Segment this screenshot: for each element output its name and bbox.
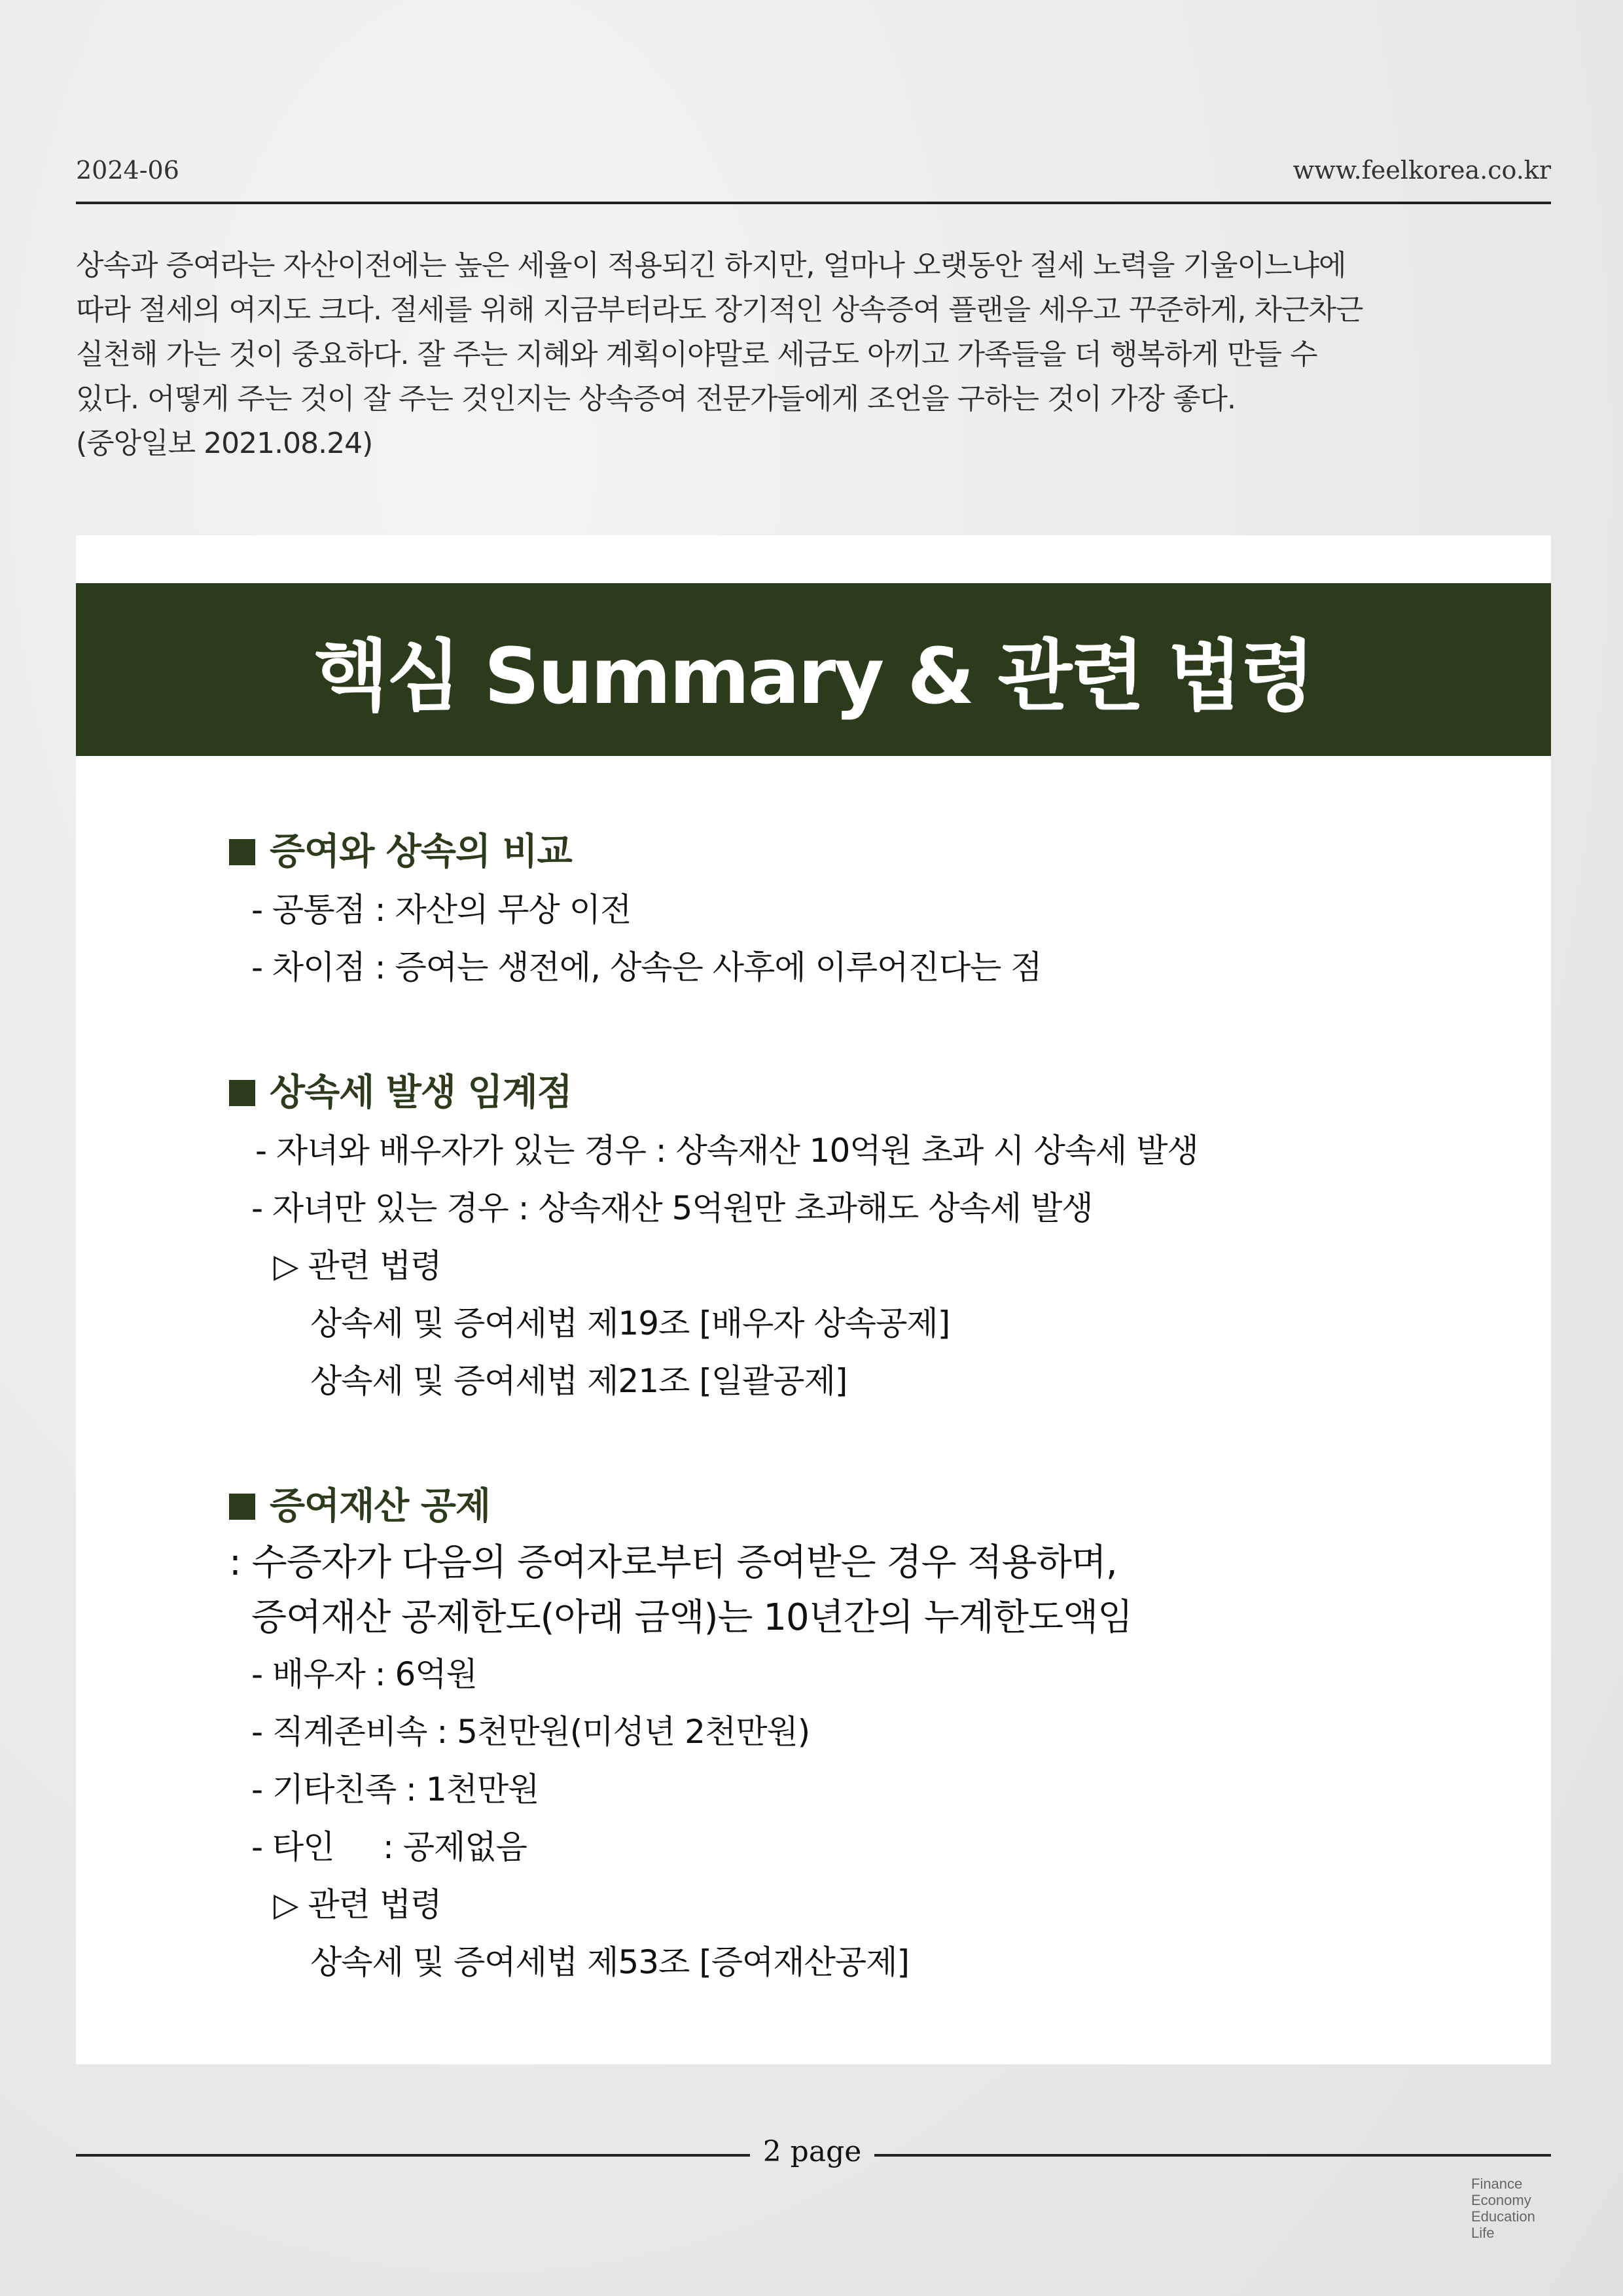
- brand-line: Economy: [1471, 2192, 1531, 2208]
- intro-line: 실천해 가는 것이 중요하다. 잘 주는 지혜와 계획이야말로 세금도 아끼고 가족들을 더 행복하게 만들 수: [76, 338, 1317, 371]
- spacer: [229, 996, 1472, 1064]
- square-bullet-icon: [229, 1494, 255, 1520]
- brand-line: Finance: [1471, 2176, 1523, 2192]
- section-title-deduction: [229, 1478, 1472, 1535]
- footer-divider-left: [76, 2154, 750, 2157]
- section-title-compare: [229, 823, 1472, 881]
- compare-item: - 공통점 : 자산의 무상 이전: [251, 891, 632, 929]
- deduction-item: - 타인 : 공제없음: [251, 1828, 527, 1866]
- law-heading: ▷ 관련 법령: [274, 1247, 442, 1285]
- threshold-item: - 자녀와 배우자가 있는 경우 : 상속재산 10억원 초과 시 상속세 발생: [255, 1132, 1198, 1170]
- spacer: [229, 1410, 1472, 1478]
- section-title-text: 증여와 상속의 비교: [270, 831, 572, 873]
- deduction-item: - 직계존비속 : 5천만원(미성년 2천만원): [251, 1713, 810, 1751]
- deduction-item: - 기타친족 : 1천만원: [251, 1770, 539, 1808]
- brand-line: Education: [1471, 2208, 1535, 2225]
- threshold-item: - 자녀만 있는 경우 : 상속재산 5억원만 초과해도 상속세 발생: [251, 1189, 1093, 1227]
- intro-source: (중앙일보 2021.08.24): [76, 427, 373, 460]
- deduction-desc: 증여재산 공제한도(아래 금액)는 10년간의 누계한도액임: [251, 1596, 1133, 1639]
- section-title-threshold: [229, 1064, 1472, 1122]
- summary-banner: [76, 583, 1551, 756]
- intro-paragraph: [76, 243, 1561, 466]
- intro-line: 따라 절세의 여지도 크다. 절세를 위해 지금부터라도 장기적인 상속증여 플랜을 세우고 꾸준하게, 차근차근: [76, 293, 1363, 327]
- square-bullet-icon: [229, 839, 255, 865]
- law-heading: ▷ 관련 법령: [274, 1886, 442, 1924]
- deduction-desc: : 수증자가 다음의 증여자로부터 증여받은 경우 적용하며,: [229, 1541, 1117, 1584]
- site-url: www.feelkorea.co.kr: [1293, 156, 1551, 185]
- law-item: 상속세 및 증여세법 제53조 [증여재산공제]: [310, 1943, 910, 1981]
- page-header: [76, 152, 1551, 204]
- square-bullet-icon: [229, 1080, 255, 1106]
- intro-line: 있다. 어떻게 주는 것이 잘 주는 것인지는 상속증여 전문가들에게 조언을 구하는 것이 가장 좋다.: [76, 382, 1236, 416]
- page-number: 2 page: [762, 2135, 862, 2168]
- section-title-text: 상속세 발생 임계점: [270, 1071, 572, 1114]
- brand-mark: [1471, 2176, 1535, 2241]
- intro-line: 상속과 증여라는 자산이전에는 높은 세율이 적용되긴 하지만, 얼마나 오랫동안 절세 노력을 기울이느냐에: [76, 249, 1346, 282]
- issue-date: 2024-06: [76, 156, 179, 185]
- compare-item: - 차이점 : 증여는 생전에, 상속은 사후에 이루어진다는 점: [251, 948, 1042, 986]
- summary-content: [229, 823, 1472, 1991]
- law-item: 상속세 및 증여세법 제21조 [일괄공제]: [310, 1362, 847, 1400]
- section-title-text: 증여재산 공제: [270, 1485, 491, 1528]
- brand-line: Life: [1471, 2225, 1495, 2241]
- footer-divider-right: [874, 2154, 1551, 2157]
- deduction-item: - 배우자 : 6억원: [251, 1655, 477, 1693]
- summary-card: [76, 535, 1551, 2064]
- law-item: 상속세 및 증여세법 제19조 [배우자 상속공제]: [310, 1304, 950, 1342]
- banner-title: 핵심 Summary & 관련 법령: [313, 631, 1313, 721]
